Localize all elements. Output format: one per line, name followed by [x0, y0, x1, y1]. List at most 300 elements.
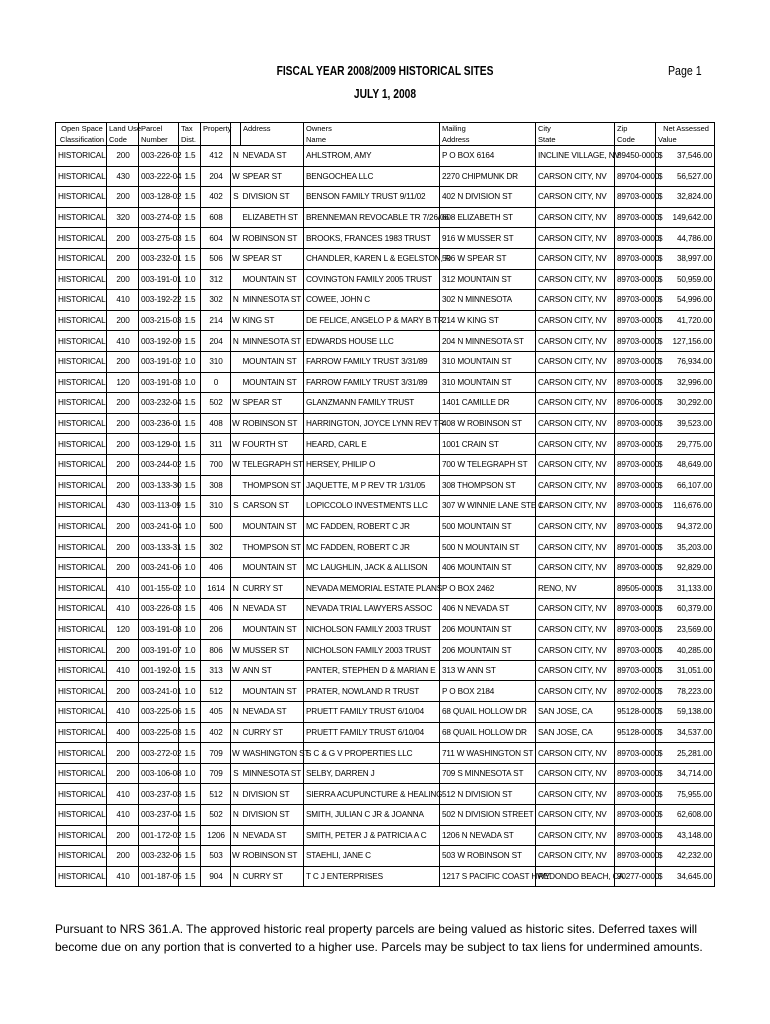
cell-dollar-sign: $ — [656, 248, 666, 269]
cell-zip-code: 89703-0000 — [615, 351, 656, 372]
cell-parcel-number: 003-237-03 — [139, 784, 179, 805]
table-row — [56, 207, 715, 228]
table-row — [56, 660, 715, 681]
cell-tax-district: 1.5 — [179, 454, 201, 475]
cell-property-number: 406 — [201, 557, 231, 578]
cell-dollar-sign: $ — [656, 763, 666, 784]
cell-zip-code: 89704-0000 — [615, 166, 656, 187]
cell-street: SPEAR ST — [241, 393, 304, 414]
cell-owner-name: MC FADDEN, ROBERT C JR — [304, 537, 440, 558]
cell-dollar-sign: $ — [656, 537, 666, 558]
table-row — [56, 557, 715, 578]
cell-dollar-sign: $ — [656, 825, 666, 846]
cell-classification: HISTORICAL — [56, 269, 107, 290]
cell-tax-district: 1.5 — [179, 599, 201, 620]
cell-city-state: CARSON CITY, NV — [536, 187, 615, 208]
cell-tax-district: 1.5 — [179, 496, 201, 517]
cell-mailing-address: 700 W TELEGRAPH ST — [440, 454, 536, 475]
cell-property-number: 1206 — [201, 825, 231, 846]
cell-city-state: CARSON CITY, NV — [536, 825, 615, 846]
col-mailing: Mailing — [440, 123, 536, 135]
cell-tax-district: 1.0 — [179, 763, 201, 784]
cell-tax-district: 1.5 — [179, 537, 201, 558]
col-dist: Dist. — [179, 134, 201, 146]
cell-city-state: CARSON CITY, NV — [536, 846, 615, 867]
cell-street: CURRY ST — [241, 866, 304, 887]
cell-parcel-number: 003-191-08 — [139, 619, 179, 640]
cell-street: NEVADA ST — [241, 146, 304, 167]
cell-dollar-sign: $ — [656, 351, 666, 372]
cell-mailing-address: 406 N NEVADA ST — [440, 599, 536, 620]
cell-net-assessed-value: 34,537.00 — [666, 722, 715, 743]
table-row — [56, 619, 715, 640]
cell-dollar-sign: $ — [656, 146, 666, 167]
cell-parcel-number: 003-275-03 — [139, 228, 179, 249]
cell-classification: HISTORICAL — [56, 537, 107, 558]
cell-property-number: 302 — [201, 537, 231, 558]
cell-dollar-sign: $ — [656, 290, 666, 311]
cell-owner-name: SMITH, PETER J & PATRICIA A C — [304, 825, 440, 846]
cell-property-number: 709 — [201, 763, 231, 784]
cell-city-state: CARSON CITY, NV — [536, 681, 615, 702]
cell-classification: HISTORICAL — [56, 722, 107, 743]
cell-mailing-address: 500 N MOUNTAIN ST — [440, 537, 536, 558]
cell-property-number: 311 — [201, 434, 231, 455]
col-address-2 — [241, 134, 304, 146]
cell-land-use-code: 200 — [107, 516, 139, 537]
cell-city-state: RENO, NV — [536, 578, 615, 599]
cell-zip-code: 89703-0000 — [615, 248, 656, 269]
cell-city-state: CARSON CITY, NV — [536, 640, 615, 661]
cell-dollar-sign: $ — [656, 516, 666, 537]
cell-classification: HISTORICAL — [56, 290, 107, 311]
cell-mailing-address: 916 W MUSSER ST — [440, 228, 536, 249]
cell-zip-code: 89703-0000 — [615, 619, 656, 640]
cell-direction: W — [231, 846, 241, 867]
cell-zip-code: 89703-0000 — [615, 846, 656, 867]
cell-net-assessed-value: 23,569.00 — [666, 619, 715, 640]
header-row-1 — [56, 123, 715, 135]
cell-parcel-number: 003-133-31 — [139, 537, 179, 558]
cell-street: CURRY ST — [241, 578, 304, 599]
cell-mailing-address: 402 N DIVISION ST — [440, 187, 536, 208]
cell-mailing-address: 312 MOUNTAIN ST — [440, 269, 536, 290]
cell-land-use-code: 410 — [107, 331, 139, 352]
cell-street: MOUNTAIN ST — [241, 351, 304, 372]
cell-city-state: SAN JOSE, CA — [536, 722, 615, 743]
cell-classification: HISTORICAL — [56, 846, 107, 867]
cell-owner-name: EDWARDS HOUSE LLC — [304, 331, 440, 352]
cell-direction: W — [231, 413, 241, 434]
table-row — [56, 825, 715, 846]
cell-owner-name: BENSON FAMILY TRUST 9/11/02 — [304, 187, 440, 208]
cell-direction: N — [231, 784, 241, 805]
cell-land-use-code: 200 — [107, 351, 139, 372]
cell-owner-name: SELBY, DARREN J — [304, 763, 440, 784]
cell-direction: N — [231, 146, 241, 167]
cell-street: MINNESOTA ST — [241, 763, 304, 784]
cell-dollar-sign: $ — [656, 434, 666, 455]
cell-mailing-address: 1001 CRAIN ST — [440, 434, 536, 455]
cell-owner-name: FARROW FAMILY TRUST 3/31/89 — [304, 372, 440, 393]
cell-dollar-sign: $ — [656, 619, 666, 640]
cell-zip-code: 89703-0000 — [615, 475, 656, 496]
cell-street: FOURTH ST — [241, 434, 304, 455]
cell-tax-district: 1.5 — [179, 207, 201, 228]
cell-parcel-number: 001-155-02 — [139, 578, 179, 599]
table-row — [56, 578, 715, 599]
cell-net-assessed-value: 50,959.00 — [666, 269, 715, 290]
cell-dollar-sign: $ — [656, 187, 666, 208]
cell-tax-district: 1.5 — [179, 331, 201, 352]
cell-net-assessed-value: 43,148.00 — [666, 825, 715, 846]
cell-direction: W — [231, 434, 241, 455]
cell-tax-district: 1.5 — [179, 475, 201, 496]
cell-net-assessed-value: 35,203.00 — [666, 537, 715, 558]
cell-parcel-number: 003-133-30 — [139, 475, 179, 496]
cell-land-use-code: 200 — [107, 454, 139, 475]
cell-net-assessed-value: 42,232.00 — [666, 846, 715, 867]
cell-zip-code: 89703-0000 — [615, 269, 656, 290]
cell-property-number: 408 — [201, 413, 231, 434]
cell-owner-name: T C J ENTERPRISES — [304, 866, 440, 887]
cell-owner-name: PRUETT FAMILY TRUST 6/10/04 — [304, 722, 440, 743]
cell-dollar-sign: $ — [656, 681, 666, 702]
cell-classification: HISTORICAL — [56, 784, 107, 805]
cell-classification: HISTORICAL — [56, 166, 107, 187]
cell-direction: N — [231, 702, 241, 723]
cell-direction: W — [231, 743, 241, 764]
cell-net-assessed-value: 34,714.00 — [666, 763, 715, 784]
cell-owner-name: NICHOLSON FAMILY 2003 TRUST — [304, 619, 440, 640]
cell-zip-code: 89703-0000 — [615, 496, 656, 517]
cell-net-assessed-value: 48,649.00 — [666, 454, 715, 475]
cell-city-state: CARSON CITY, NV — [536, 310, 615, 331]
cell-tax-district: 1.0 — [179, 557, 201, 578]
cell-city-state: CARSON CITY, NV — [536, 434, 615, 455]
cell-mailing-address: 512 N DIVISION ST — [440, 784, 536, 805]
cell-street: WASHINGTON ST — [241, 743, 304, 764]
cell-tax-district: 1.5 — [179, 702, 201, 723]
cell-tax-district: 1.0 — [179, 640, 201, 661]
cell-classification: HISTORICAL — [56, 331, 107, 352]
cell-mailing-address: 1401 CAMILLE DR — [440, 393, 536, 414]
cell-net-assessed-value: 56,527.00 — [666, 166, 715, 187]
cell-dollar-sign: $ — [656, 331, 666, 352]
table-row — [56, 331, 715, 352]
cell-tax-district: 1.0 — [179, 351, 201, 372]
table-row — [56, 866, 715, 887]
cell-city-state: CARSON CITY, NV — [536, 599, 615, 620]
cell-street: MOUNTAIN ST — [241, 269, 304, 290]
cell-property-number: 503 — [201, 846, 231, 867]
cell-land-use-code: 410 — [107, 866, 139, 887]
cell-mailing-address: 214 W KING ST — [440, 310, 536, 331]
cell-mailing-address: 1217 S PACIFIC COAST HWY — [440, 866, 536, 887]
cell-mailing-address: 502 N DIVISION STREET — [440, 805, 536, 826]
cell-city-state: CARSON CITY, NV — [536, 805, 615, 826]
cell-tax-district: 1.5 — [179, 228, 201, 249]
col-value: Value — [656, 134, 715, 146]
cell-zip-code: 89703-0000 — [615, 763, 656, 784]
cell-classification: HISTORICAL — [56, 372, 107, 393]
cell-owner-name: HERSEY, PHILIP O — [304, 454, 440, 475]
cell-owner-name: HARRINGTON, JOYCE LYNN REV TR — [304, 413, 440, 434]
cell-zip-code: 89703-0000 — [615, 310, 656, 331]
cell-dollar-sign: $ — [656, 413, 666, 434]
cell-dollar-sign: $ — [656, 866, 666, 887]
col-name: Name — [304, 134, 440, 146]
table-row — [56, 146, 715, 167]
cell-mailing-address: 406 MOUNTAIN ST — [440, 557, 536, 578]
cell-direction: N — [231, 331, 241, 352]
col-number: Number — [139, 134, 179, 146]
cell-dollar-sign: $ — [656, 207, 666, 228]
cell-land-use-code: 410 — [107, 805, 139, 826]
cell-property-number: 709 — [201, 743, 231, 764]
cell-direction: W — [231, 248, 241, 269]
cell-classification: HISTORICAL — [56, 434, 107, 455]
cell-direction — [231, 537, 241, 558]
cell-classification: HISTORICAL — [56, 146, 107, 167]
cell-dollar-sign: $ — [656, 393, 666, 414]
cell-mailing-address: 500 MOUNTAIN ST — [440, 516, 536, 537]
cell-land-use-code: 200 — [107, 310, 139, 331]
cell-city-state: CARSON CITY, NV — [536, 290, 615, 311]
cell-classification: HISTORICAL — [56, 413, 107, 434]
cell-tax-district: 1.5 — [179, 310, 201, 331]
cell-mailing-address: 711 W WASHINGTON ST — [440, 743, 536, 764]
col-state: State — [536, 134, 615, 146]
table-row — [56, 351, 715, 372]
cell-mailing-address: 68 QUAIL HOLLOW DR — [440, 722, 536, 743]
cell-zip-code: 89702-0000 — [615, 681, 656, 702]
cell-parcel-number: 001-192-01 — [139, 660, 179, 681]
cell-land-use-code: 200 — [107, 681, 139, 702]
cell-direction: W — [231, 454, 241, 475]
cell-mailing-address: 308 THOMPSON ST — [440, 475, 536, 496]
cell-tax-district: 1.5 — [179, 413, 201, 434]
cell-parcel-number: 003-128-02 — [139, 187, 179, 208]
cell-land-use-code: 120 — [107, 619, 139, 640]
cell-mailing-address: 310 MOUNTAIN ST — [440, 372, 536, 393]
cell-direction: N — [231, 722, 241, 743]
cell-net-assessed-value: 31,051.00 — [666, 660, 715, 681]
cell-net-assessed-value: 60,379.00 — [666, 599, 715, 620]
cell-zip-code: 89703-0000 — [615, 454, 656, 475]
cell-parcel-number: 003-191-01 — [139, 269, 179, 290]
cell-zip-code: 89703-0000 — [615, 805, 656, 826]
cell-land-use-code: 200 — [107, 557, 139, 578]
cell-land-use-code: 200 — [107, 537, 139, 558]
cell-street: MOUNTAIN ST — [241, 516, 304, 537]
table-row — [56, 166, 715, 187]
cell-street: ROBINSON ST — [241, 228, 304, 249]
cell-zip-code: 89703-0000 — [615, 743, 656, 764]
cell-dollar-sign: $ — [656, 454, 666, 475]
col-tax: Tax — [179, 123, 201, 135]
cell-street: CURRY ST — [241, 722, 304, 743]
cell-zip-code: 95128-0000 — [615, 722, 656, 743]
cell-parcel-number: 003-192-09 — [139, 331, 179, 352]
cell-land-use-code: 200 — [107, 248, 139, 269]
table-row — [56, 805, 715, 826]
cell-owner-name: NEVADA TRIAL LAWYERS ASSOC — [304, 599, 440, 620]
cell-city-state: CARSON CITY, NV — [536, 557, 615, 578]
cell-direction — [231, 681, 241, 702]
cell-net-assessed-value: 37,546.00 — [666, 146, 715, 167]
cell-zip-code: 89703-0000 — [615, 207, 656, 228]
cell-dollar-sign: $ — [656, 660, 666, 681]
cell-zip-code: 89701-0000 — [615, 537, 656, 558]
cell-mailing-address: 1206 N NEVADA ST — [440, 825, 536, 846]
cell-land-use-code: 410 — [107, 599, 139, 620]
cell-net-assessed-value: 54,996.00 — [666, 290, 715, 311]
cell-city-state: CARSON CITY, NV — [536, 660, 615, 681]
cell-land-use-code: 200 — [107, 846, 139, 867]
table-row — [56, 763, 715, 784]
cell-tax-district: 1.5 — [179, 825, 201, 846]
cell-dollar-sign: $ — [656, 578, 666, 599]
cell-classification: HISTORICAL — [56, 496, 107, 517]
cell-parcel-number: 003-225-06 — [139, 702, 179, 723]
cell-classification: HISTORICAL — [56, 578, 107, 599]
cell-city-state: CARSON CITY, NV — [536, 743, 615, 764]
cell-city-state: CARSON CITY, NV — [536, 393, 615, 414]
table-row — [56, 434, 715, 455]
cell-mailing-address: P O BOX 2462 — [440, 578, 536, 599]
cell-parcel-number: 003-192-22 — [139, 290, 179, 311]
cell-tax-district: 1.5 — [179, 722, 201, 743]
cell-parcel-number: 003-191-03 — [139, 372, 179, 393]
cell-street: MINNESOTA ST — [241, 331, 304, 352]
cell-property-number: 0 — [201, 372, 231, 393]
cell-city-state: CARSON CITY, NV — [536, 763, 615, 784]
cell-property-number: 402 — [201, 722, 231, 743]
cell-property-number: 502 — [201, 393, 231, 414]
cell-city-state: CARSON CITY, NV — [536, 207, 615, 228]
col-direction — [231, 123, 241, 135]
cell-direction — [231, 269, 241, 290]
cell-parcel-number: 003-241-01 — [139, 681, 179, 702]
cell-property-number: 204 — [201, 331, 231, 352]
cell-tax-district: 1.0 — [179, 681, 201, 702]
cell-mailing-address: 307 W WINNIE LANE STE 1 — [440, 496, 536, 517]
cell-street: MOUNTAIN ST — [241, 681, 304, 702]
col-land-use: Land Use — [107, 123, 139, 135]
cell-property-number: 406 — [201, 599, 231, 620]
cell-direction: N — [231, 805, 241, 826]
cell-direction — [231, 372, 241, 393]
cell-land-use-code: 200 — [107, 640, 139, 661]
cell-owner-name: SIERRA ACUPUNCTURE & HEALING — [304, 784, 440, 805]
col-open-space: Open Space — [56, 123, 107, 135]
cell-net-assessed-value: 116,676.00 — [666, 496, 715, 517]
cell-city-state: CARSON CITY, NV — [536, 537, 615, 558]
cell-property-number: 512 — [201, 681, 231, 702]
cell-classification: HISTORICAL — [56, 763, 107, 784]
cell-street: THOMPSON ST — [241, 537, 304, 558]
cell-direction: S — [231, 763, 241, 784]
cell-property-number: 806 — [201, 640, 231, 661]
col-property-2 — [201, 134, 231, 146]
col-property: Property — [201, 123, 231, 135]
cell-land-use-code: 410 — [107, 660, 139, 681]
col-zip-code: Code — [615, 134, 656, 146]
cell-parcel-number: 003-241-04 — [139, 516, 179, 537]
cell-zip-code: 89703-0000 — [615, 372, 656, 393]
cell-owner-name: COVINGTON FAMILY 2005 TRUST — [304, 269, 440, 290]
col-zip: Zip — [615, 123, 656, 135]
cell-net-assessed-value: 94,372.00 — [666, 516, 715, 537]
cell-classification: HISTORICAL — [56, 393, 107, 414]
cell-property-number: 402 — [201, 187, 231, 208]
cell-land-use-code: 410 — [107, 578, 139, 599]
cell-property-number: 512 — [201, 784, 231, 805]
cell-property-number: 700 — [201, 454, 231, 475]
cell-direction: S — [231, 187, 241, 208]
cell-classification: HISTORICAL — [56, 805, 107, 826]
cell-zip-code: 90277-0000 — [615, 866, 656, 887]
cell-classification: HISTORICAL — [56, 248, 107, 269]
cell-direction: W — [231, 310, 241, 331]
cell-tax-district: 1.0 — [179, 578, 201, 599]
cell-dollar-sign: $ — [656, 228, 666, 249]
cell-property-number: 506 — [201, 248, 231, 269]
cell-city-state: CARSON CITY, NV — [536, 619, 615, 640]
cell-owner-name: HEARD, CARL E — [304, 434, 440, 455]
cell-direction: W — [231, 660, 241, 681]
table-row — [56, 413, 715, 434]
cell-classification: HISTORICAL — [56, 310, 107, 331]
cell-zip-code: 89703-0000 — [615, 660, 656, 681]
cell-tax-district: 1.0 — [179, 619, 201, 640]
table-row — [56, 722, 715, 743]
cell-city-state: REDONDO BEACH, CA — [536, 866, 615, 887]
cell-city-state: CARSON CITY, NV — [536, 331, 615, 352]
cell-mailing-address: 313 W ANN ST — [440, 660, 536, 681]
cell-street: ANN ST — [241, 660, 304, 681]
table-body — [56, 146, 715, 887]
cell-land-use-code: 410 — [107, 702, 139, 723]
cell-dollar-sign: $ — [656, 599, 666, 620]
cell-parcel-number: 003-191-02 — [139, 351, 179, 372]
cell-net-assessed-value: 29,775.00 — [666, 434, 715, 455]
cell-owner-name: DE FELICE, ANGELO P & MARY B TR — [304, 310, 440, 331]
cell-parcel-number: 003-113-09 — [139, 496, 179, 517]
cell-net-assessed-value: 41,720.00 — [666, 310, 715, 331]
col-address: Address — [241, 123, 304, 135]
cell-tax-district: 1.5 — [179, 784, 201, 805]
cell-parcel-number: 003-237-04 — [139, 805, 179, 826]
cell-property-number: 312 — [201, 269, 231, 290]
cell-tax-district: 1.5 — [179, 290, 201, 311]
table-row — [56, 187, 715, 208]
cell-zip-code: 89703-0000 — [615, 434, 656, 455]
cell-mailing-address: 302 N MINNESOTA — [440, 290, 536, 311]
cell-mailing-address: 206 MOUNTAIN ST — [440, 640, 536, 661]
cell-classification: HISTORICAL — [56, 187, 107, 208]
cell-dollar-sign: $ — [656, 784, 666, 805]
cell-tax-district: 1.0 — [179, 372, 201, 393]
cell-owner-name: SMITH, JULIAN C JR & JOANNA — [304, 805, 440, 826]
cell-owner-name: PRATER, NOWLAND R TRUST — [304, 681, 440, 702]
cell-street: TELEGRAPH ST — [241, 454, 304, 475]
cell-street: THOMPSON ST — [241, 475, 304, 496]
cell-zip-code: 89703-0000 — [615, 640, 656, 661]
cell-land-use-code: 200 — [107, 228, 139, 249]
cell-mailing-address: 503 W ROBINSON ST — [440, 846, 536, 867]
